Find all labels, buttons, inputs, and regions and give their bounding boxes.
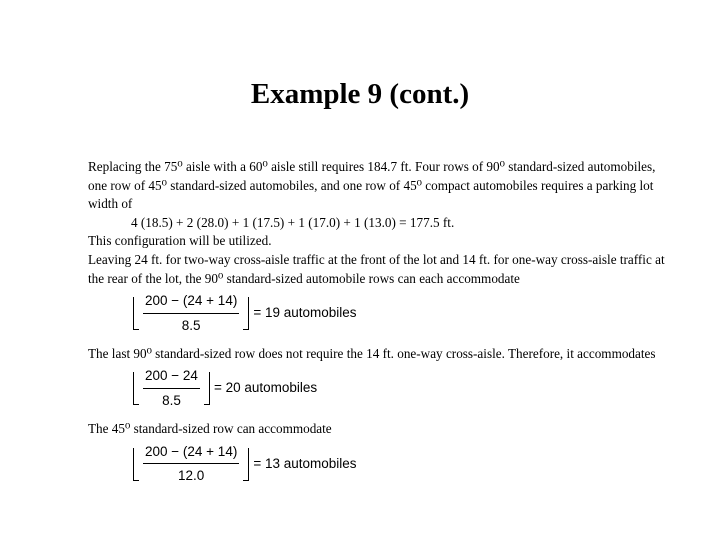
formula-result: = 20 automobiles (213, 380, 318, 396)
formula-result: = 13 automobiles (253, 456, 357, 472)
fraction-numerator: 200 − 24 (143, 367, 200, 389)
fraction (139, 292, 243, 335)
floor-bracket-right (243, 297, 249, 330)
floor-bracket-right (243, 448, 249, 481)
fraction-denominator: 12.0 (178, 468, 205, 484)
floor-bracket-right (204, 372, 210, 405)
paragraph-cross-aisle: Leaving 24 ft. for two-way cross-aisle traffic at the front of the lot and 14 ft. for one-way cross-aisle traffic at the rear of the lot, the 90⁰ standard-sized automobile rows can each accommodate (88, 251, 665, 286)
formula-45-standard-row (133, 443, 668, 486)
formula-90-standard-rows (133, 292, 668, 335)
paragraph-45-row: The 45⁰ standard-sized row can accommodate (88, 421, 332, 437)
width-equation: 4 (18.5) + 2 (28.0) + 1 (17.5) + 1 (17.0) + 1 (13.0) = 177.5 ft. (131, 214, 455, 230)
slide-body (88, 158, 668, 486)
fraction (139, 443, 243, 486)
fraction-numerator: 200 − (24 + 14) (143, 292, 239, 314)
slide-title: Example 9 (cont.) (250, 78, 470, 110)
formula-result: = 19 automobiles (253, 305, 357, 321)
paragraph-last-row: The last 90⁰ standard-sized row does not require the 14 ft. one-way cross-aisle. Therefore, it accommodates (88, 346, 656, 362)
paragraph-aisle-replacement: Replacing the 75⁰ aisle with a 60⁰ aisle still requires 184.7 ft. Four rows of 90⁰ standard-sized automobiles, one row of 45⁰ standard-sized automobiles, and one row of 45⁰ compact automobiles requires a parking lot width of (88, 159, 656, 212)
fraction-denominator: 8.5 (162, 392, 181, 408)
fraction (139, 367, 204, 410)
fraction-denominator: 8.5 (181, 317, 201, 333)
paragraph-configuration: This configuration will be utilized. (88, 233, 272, 249)
formula-last-90-row (133, 367, 668, 410)
fraction-numerator: 200 − (24 + 14) (143, 443, 239, 465)
